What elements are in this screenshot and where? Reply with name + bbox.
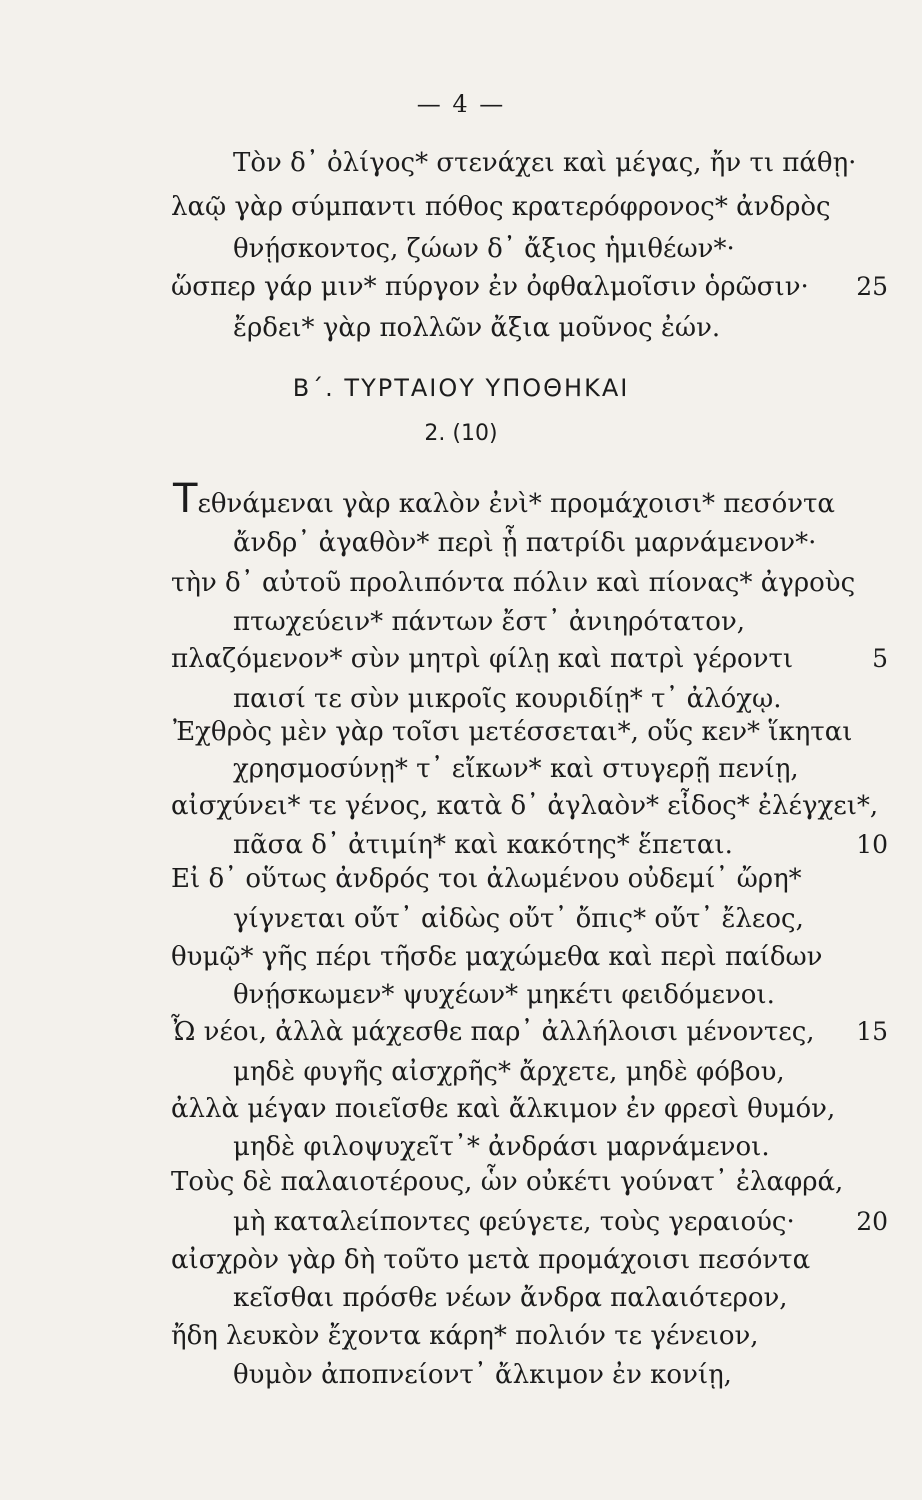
page-number: — 4 — xyxy=(416,90,506,118)
line-number: 5 xyxy=(872,644,888,673)
verse-line: θυμῷ* γῆς πέρι τῆσδε μαχώμεθα καὶ περὶ παίδων xyxy=(171,942,823,972)
verse-line-first xyxy=(173,476,835,522)
verse-line: μηδὲ φυγῆς αἰσχρῆς* ἄρχετε, μηδὲ φόβου, xyxy=(233,1057,785,1087)
verse-line: γίγνεται οὔτ᾽ αἰδὼς οὔτ᾽ ὄπις* οὔτ᾽ ἔλεος, xyxy=(233,904,804,934)
poem-number: 2. (10) xyxy=(424,421,498,446)
drop-cap: Τ xyxy=(173,476,198,522)
line-number: 15 xyxy=(856,1017,888,1046)
verse-line: αἰσχρὸν γὰρ δὴ τοῦτο μετὰ προμάχοισι πεσόντα xyxy=(171,1245,811,1275)
verse-line: ἄνδρ᾽ ἀγαθὸν* περὶ ᾗ πατρίδι μαρνάμενον*· xyxy=(233,528,817,558)
verse-line: κεῖσθαι πρόσθε νέων ἄνδρα παλαιότερον, xyxy=(233,1283,788,1313)
verse-line: μὴ καταλείποντες φεύγετε, τοὺς γεραιούς· xyxy=(233,1207,795,1237)
line-number: 20 xyxy=(856,1207,888,1236)
verse-line: ἀλλὰ μέγαν ποιεῖσθε καὶ ἄλκιμον ἐν φρεσὶ θυμόν, xyxy=(171,1094,836,1124)
verse-line: ὥσπερ γάρ μιν* πύργον ἐν ὀφθαλμοῖσιν ὁρῶσιν· xyxy=(171,272,809,302)
verse-line: Τὸν δ᾽ ὀλίγος* στενάχει καὶ μέγας, ἤν τι πάθῃ· xyxy=(233,148,857,178)
verse-line: παισί τε σὺν μικροῖς κουριδίῃ* τ᾽ ἀλόχῳ. xyxy=(233,684,782,714)
verse-line: Εἰ δ᾽ οὕτως ἀνδρός τοι ἀλωμένου οὐδεμί᾽ ὤρη* xyxy=(171,864,802,894)
verse-line: πᾶσα δ᾽ ἀτιμίη* καὶ κακότης* ἕπεται. xyxy=(233,830,733,860)
section-title: Β΄. ΤΥΡΤΑΙΟΥ ΥΠΟΘΗΚΑΙ xyxy=(292,374,630,402)
verse-line: θνῄσκοντος, ζώων δ᾽ ἄξιος ἡμιθέων*· xyxy=(233,234,735,264)
verse-line: Ὦ νέοι, ἀλλὰ μάχεσθε παρ᾽ ἀλλήλοισι μένοντες, xyxy=(171,1017,815,1047)
verse-line-text: εθνάμεναι γὰρ καλὸν ἐνὶ* προμάχοισι* πεσόντα xyxy=(197,489,835,519)
verse-line: λαῷ γὰρ σύμπαντι πόθος κρατερόφρονος* ἀνδρὸς xyxy=(171,192,831,222)
verse-line: μηδὲ φιλοψυχεῖτ᾽* ἀνδράσι μαρνάμενοι. xyxy=(233,1132,770,1162)
verse-line: ἔρδει* γὰρ πολλῶν ἄξια μοῦνος ἐών. xyxy=(233,313,721,343)
verse-line: Ἐχθρὸς μὲν γὰρ τοῖσι μετέσσεται*, οὕς κεν* ἵκηται xyxy=(173,717,853,747)
verse-line: πτωχεύειν* πάντων ἔστ᾽ ἀνιηρότατον, xyxy=(233,607,746,637)
verse-line: θυμὸν ἀποπνείοντ᾽ ἄλκιμον ἐν κονίῃ, xyxy=(233,1360,732,1390)
verse-line: Τοὺς δὲ παλαιοτέρους, ὧν οὐκέτι γούνατ᾽ ἐλαφρά, xyxy=(171,1167,844,1197)
verse-line: ἤδη λευκὸν ἔχοντα κάρη* πολιόν τε γένειον, xyxy=(171,1321,759,1351)
verse-line: χρησμοσύνῃ* τ᾽ εἴκων* καὶ στυγερῇ πενίῃ, xyxy=(233,754,799,784)
verse-line: τὴν δ᾽ αὐτοῦ προλιπόντα πόλιν καὶ πίονας* ἀγροὺς xyxy=(171,568,856,598)
line-number: 25 xyxy=(856,272,888,301)
verse-line: θνῄσκωμεν* ψυχέων* μηκέτι φειδόμενοι. xyxy=(233,980,775,1010)
verse-line: πλαζόμενον* σὺν μητρὶ φίλῃ καὶ πατρὶ γέροντι xyxy=(171,644,794,674)
line-number: 10 xyxy=(856,830,888,859)
verse-line: αἰσχύνει* τε γένος, κατὰ δ᾽ ἀγλαὸν* εἶδος* ἐλέγχει*, xyxy=(171,791,879,821)
